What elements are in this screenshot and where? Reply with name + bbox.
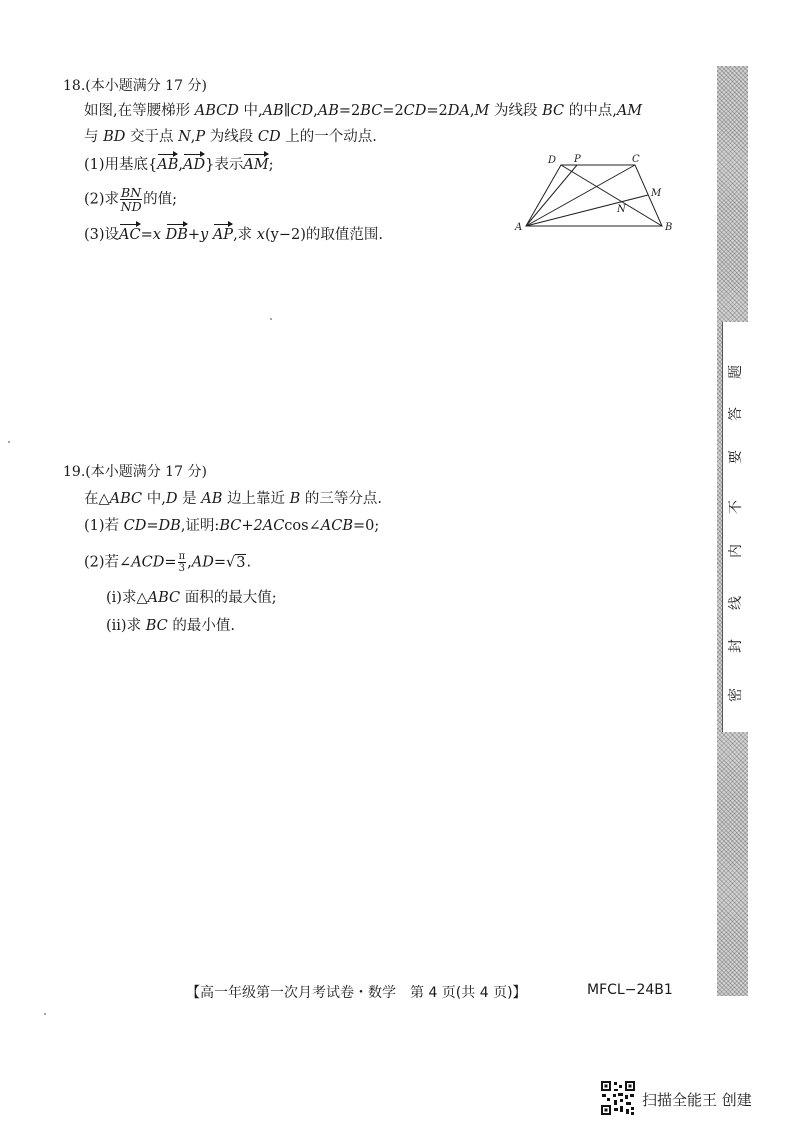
q19-sub1: (ⅰ)求△ABC 面积的最大值; <box>106 590 277 606</box>
label-m: M <box>651 188 662 199</box>
label-b: B <box>665 222 673 233</box>
segment-ac <box>526 165 635 226</box>
seal-char: 线 <box>728 596 744 610</box>
q19-sub2: (ⅱ)求 BC 的最小值. <box>106 618 235 634</box>
segment-am <box>526 195 648 226</box>
q19-part2: (2)若∠ACD= $\frac{\pi}{3}$ ,AD=√3. <box>84 551 252 574</box>
label-d: D <box>548 155 557 166</box>
q18-part1: (1)用基底{AB,AD}表示AM; <box>84 153 274 175</box>
scan-speck <box>44 1013 46 1015</box>
q18-part3: (3)设AC=x DB+y AP,求 x(y−2)的取值范围. <box>84 223 383 245</box>
q19-header: 19.(本小题满分 17 分) <box>63 464 207 480</box>
seal-char: 封 <box>728 639 744 653</box>
label-a: A <box>515 222 523 233</box>
seal-char: 不 <box>728 500 744 514</box>
seal-char: 密 <box>728 688 744 702</box>
page-footer-code: MFCL−24B1 <box>587 982 673 998</box>
q18-header: 18.(本小题满分 17 分) <box>63 78 207 94</box>
seal-char: 要 <box>728 450 744 464</box>
q18-intro-line1: 如图,在等腰梯形 ABCD 中,AB∥CD,AB=2BC=2CD=2DA,M 为线段 BC 的中点,AM <box>84 103 643 119</box>
label-p: P <box>574 154 581 165</box>
trapezoid-outline <box>526 165 662 226</box>
segment-ap <box>526 165 577 226</box>
scanner-watermark: 扫描全能王 创建 <box>642 1091 752 1109</box>
q19-part1: (1)若 CD=DB,证明:BC+2ACcos∠ACB=0; <box>84 518 380 534</box>
seal-char: 答 <box>728 407 744 421</box>
seal-char: 题 <box>728 365 744 379</box>
q18-intro-line2: 与 BD 交于点 N,P 为线段 CD 上的一个动点. <box>84 129 377 145</box>
q18-part2: (2)求 $\frac{BN}{ND}$ 的值; <box>84 185 178 214</box>
scan-speck <box>270 318 272 320</box>
label-c: C <box>632 154 640 165</box>
seal-char: 内 <box>728 544 744 558</box>
q19-intro: 在△ABC 中,D 是 AB 边上靠近 B 的三等分点. <box>84 491 382 507</box>
seal-line-area <box>722 322 749 732</box>
scan-speck <box>8 441 10 443</box>
qr-code-icon <box>600 1080 636 1116</box>
page-footer-title: 【高一年级第一次月考试卷・数学 第 4 页(共 4 页)】 <box>186 985 527 1001</box>
trapezoid-figure <box>505 150 685 240</box>
label-n: N <box>617 204 626 215</box>
